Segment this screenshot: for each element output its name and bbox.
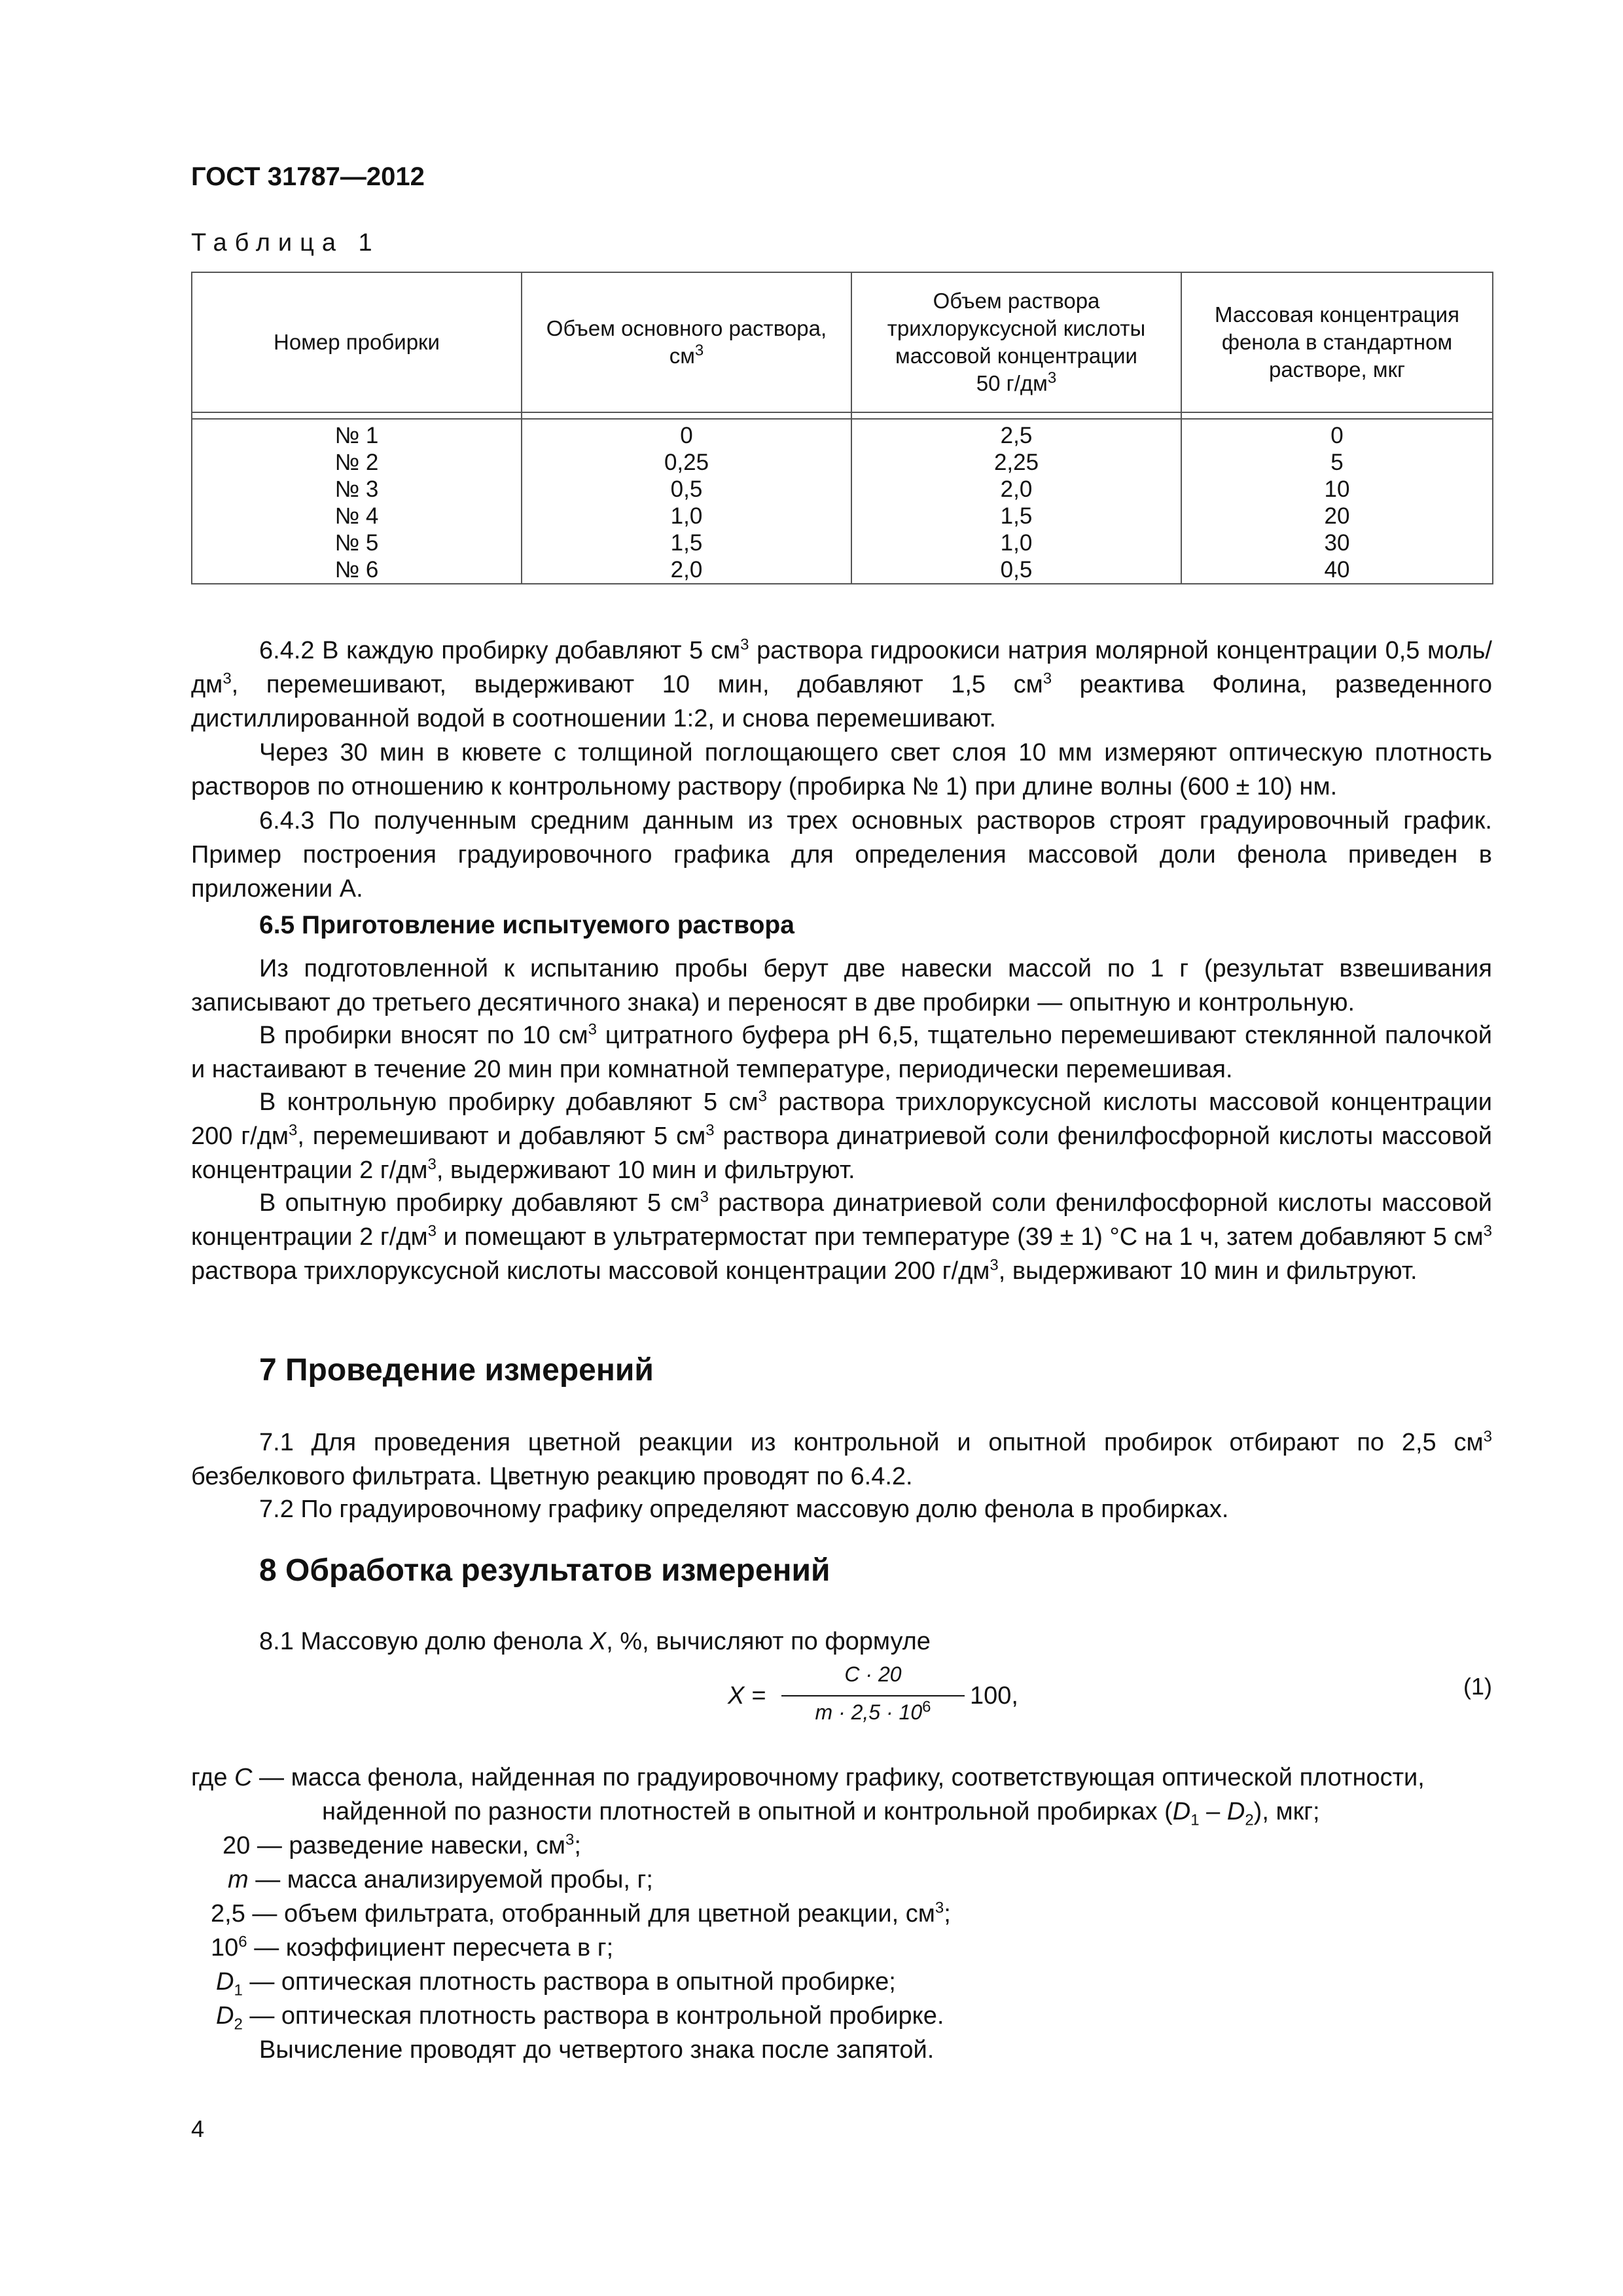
table-cell: 30 <box>1181 529 1493 556</box>
paragraph-measurement: Через 30 мин в кювете с толщиной поглощающего свет слоя 10 мм измеряют оптическую плотность растворов по отношению к контрольному раствору (пробирка № 1) при длине волны (600 ± 10) нм. <box>191 739 1492 800</box>
header-cell: Объем основного раствора, $см^3$ <box>522 272 851 412</box>
page-number: 4 <box>191 2115 205 2142</box>
table-cell: № 2 <box>192 449 522 476</box>
table-cell: 0 <box>1181 419 1493 449</box>
table-row <box>192 476 1493 503</box>
calculation-note: Вычисление проводят до четвертого знака после запятой. <box>259 2036 935 2064</box>
table-cell: № 5 <box>192 529 522 556</box>
table-cell: 0 <box>522 419 851 449</box>
table-cell: 1,5 <box>851 503 1181 529</box>
table-cell: № 4 <box>192 503 522 529</box>
paragraph-6-4-2: 6.4.2 В каждую пробирку добавляют 5 $см^3$ раствора гидроокиси натрия молярной концентрации 0,5 моль/$дм^3$, перемешивают, выдерживают 10 мин, добавляют 1,5 $см^3$ реактива Фолина, разведенного дистиллированной водой в соотношении 1:2, и снова перемешивают. <box>191 636 1492 732</box>
paragraph-6-5-1: Из подготовленной к испытанию пробы берут две навески массой по 1 г (результат взвешивания записывают до третьего десятичного знака) и переносят в две пробирки — опытную и контрольную. <box>191 955 1492 1016</box>
table-cell: 1,5 <box>522 529 851 556</box>
table-separator <box>192 412 1493 419</box>
table-cell: № 6 <box>192 556 522 584</box>
table-cell: 5 <box>1181 449 1493 476</box>
table-cell: 0,5 <box>522 476 851 503</box>
table-row <box>192 529 1493 556</box>
section-8-heading: 8 Обработка результатов измерений <box>259 1553 830 1588</box>
table-row <box>192 419 1493 449</box>
paragraph-7-1: 7.1 Для проведения цветной реакции из контрольной и опытной пробирок отбирают по 2,5 $см^3$ безбелкового фильтрата. Цветную реакцию проводят по 6.4.2. <box>191 1427 1492 1490</box>
paragraph-6-5-3: В контрольную пробирку добавляют 5 $см^3$ раствора трихлоруксусной кислоты массовой концентрации 200 $г/дм^3$, перемешивают и добавляют 5 $см^3$ раствора динатриевой соли фенилфосфорной кислоты массовой концентрации 2 $г/дм^3$, выдерживают 10 мин и фильтруют. <box>191 1087 1492 1184</box>
table-cell: № 1 <box>192 419 522 449</box>
definition-m: m — масса анализируемой пробы, г; <box>228 1866 653 1893</box>
paragraph-8-1: 8.1 Массовую долю фенола X, %, вычисляют по формуле <box>259 1628 931 1655</box>
document-header: ГОСТ 31787—2012 <box>191 162 425 191</box>
paragraph-7-2: 7.2 По градуировочному графику определяют массовую долю фенола в пробирках. <box>259 1496 1229 1523</box>
paragraph-6-4-3: 6.4.3 По полученным средним данным из трех основных растворов строят градуировочный график. Пример построения градуировочного графика для определения массовой доли фенола приведен в приложении А. <box>191 807 1492 903</box>
definition-10-6: $10^6$ — коэффициент пересчета в г; <box>211 1933 614 1962</box>
paragraph-6-5-4: В опытную пробирку добавляют 5 $см^3$ раствора динатриевой соли фенилфосфорной кислоты массовой концентрации 2 $г/дм^3$ и помещают в ультратермостат при температуре (39 ± 1) °С на 1 ч, затем добавляют 5 $см^3$ раствора трихлоруксусной кислоты массовой концентрации 200 $г/дм^3$, выдерживают 10 мин и фильтруют. <box>191 1188 1493 1285</box>
section-7-heading: 7 Проведение измерений <box>259 1353 654 1388</box>
fraction-bar <box>781 1695 965 1696</box>
formula-denominator: $m \cdot 2,5 \cdot 10^6$ <box>815 1698 931 1724</box>
table-cell: 2,0 <box>522 556 851 584</box>
formula-lhs: X = <box>728 1682 766 1710</box>
table-cell: 10 <box>1181 476 1493 503</box>
table-cell: 0,5 <box>851 556 1181 584</box>
formula-numerator: C · 20 <box>844 1662 902 1686</box>
table-cell: 2,0 <box>851 476 1181 503</box>
definition-20: 20 — разведение навески, $см^3$; <box>223 1831 581 1859</box>
definition-2-5: 2,5 — объем фильтрата, отобранный для цветной реакции, $см^3$; <box>211 1899 951 1928</box>
formula <box>720 1662 1113 1734</box>
paragraph-6-5-2: В пробирки вносят по 10 $см^3$ цитратного буфера рН 6,5, тщательно перемешивают стеклянной палочкой и настаивают в течение 20 мин при комнатной температуре, периодически перемешивая. <box>191 1020 1492 1083</box>
formula-number: (1) <box>1463 1673 1492 1700</box>
table-caption: Таблица 1 <box>191 229 380 257</box>
table-row <box>192 449 1493 476</box>
table-row <box>192 556 1493 584</box>
header-cell: Номер пробирки <box>192 272 522 412</box>
table-row <box>192 503 1493 529</box>
header-cell: Объем раствора трихлоруксусной кислоты массовой концентрации 50 $г/дм^3$ <box>851 272 1181 412</box>
table-cell: 1,0 <box>522 503 851 529</box>
table-cell: № 3 <box>192 476 522 503</box>
definition-d2: $D_2$ — оптическая плотность раствора в контрольной пробирке. <box>216 2002 944 2034</box>
section-6-5-heading: 6.5 Приготовление испытуемого раствора <box>259 911 794 939</box>
table-cell: 2,5 <box>851 419 1181 449</box>
table-header-row <box>192 272 1493 412</box>
definition-d1: $D_1$ — оптическая плотность раствора в опытной пробирке; <box>216 1968 896 2000</box>
table-cell: 0,25 <box>522 449 851 476</box>
header-cell: Массовая концентрация фенола в стандартном растворе, мкг <box>1181 272 1493 412</box>
data-table <box>191 272 1493 584</box>
table-cell: 1,0 <box>851 529 1181 556</box>
formula-tail: 100, <box>970 1682 1018 1710</box>
table-cell: 40 <box>1181 556 1493 584</box>
table-cell: 20 <box>1181 503 1493 529</box>
definition-c: где C — масса фенола, найденная по градуировочному графику, соответствующая оптической плотности, найденной по разности плотностей в опытной и контрольной пробирках $(D_1 - D_2)$, мкг; <box>191 1764 1425 1829</box>
table-cell: 2,25 <box>851 449 1181 476</box>
